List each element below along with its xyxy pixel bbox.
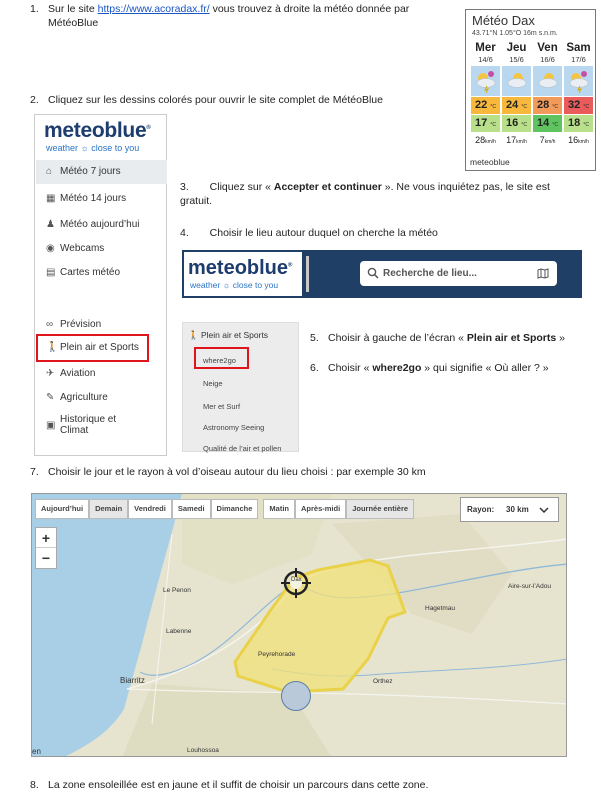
wind-speed: 17km/h [506,135,527,145]
max-temp: 24 °C [502,97,531,114]
forecast-day[interactable] [563,42,594,145]
acoradax-link[interactable]: https://www.acoradax.fr/ [97,3,210,15]
meteoblue-tagline: weather ☼ close to you [190,280,279,290]
step-2: 2. Cliquez sur les dessins colorés pour ouvrir le site complet de MétéoBlue [30,94,383,106]
sidebar-item-label: Historique et Climat [60,414,117,436]
wind-speed: 28km/h [475,135,496,145]
meteoblue-tagline: weather ☼ close to you [46,143,140,153]
step-3: 3. Cliquez sur « Accepter et continuer ». Ne vous inquiétez pas, le site est gratuit. [180,181,550,207]
day-button[interactable]: Demain [89,499,128,519]
wind-speed: 7km/h [539,135,556,145]
menu-item-where2go[interactable]: where2go [203,356,236,365]
min-temp: 18 °C [564,115,593,132]
rayon-select[interactable]: Rayon: 30 km [460,497,559,522]
sun-cloud-icon [502,66,531,96]
sidebar-item-label: Prévision [60,319,102,330]
widget-coords: 43.71°N 1.05°O 16m s.n.m. [472,30,558,37]
plane-icon: ✈ [46,368,55,379]
highlight-where2go [194,347,249,369]
sidebar-item-cartes-m-t-o[interactable] [36,261,167,285]
sidebar-item-label: Agriculture [60,392,108,403]
sidebar-item-label: Météo aujourd’hui [60,219,140,230]
storm-icon [471,66,500,96]
where2go-map[interactable] [31,493,567,757]
day-button[interactable]: Samedi [172,499,211,519]
day-name: Mer [475,42,496,54]
place-label: Biarritz [120,676,145,685]
day-name: Ven [537,42,558,54]
time-button[interactable]: Journée entière [346,499,414,519]
sidebar-item-m-t-o-14-jours[interactable] [36,187,167,211]
sidebar-item-label: Météo 7 jours [60,166,121,177]
menu-item-air-quality[interactable]: Qualité de l’air et pollen [203,444,282,453]
day-date: 15/6 [509,55,524,64]
chevron-down-icon [539,506,549,514]
step-1: 1. Sur le site https://www.acoradax.fr/ vous trouvez à droite la météo donnée par MétéoBlue [30,3,410,29]
place-label: Le Penon [163,587,191,594]
menu-item-neige[interactable]: Neige [203,379,223,388]
place-label: Louhossoa [187,747,219,754]
webcam-icon: ◉ [46,243,55,254]
hiker-icon: 🚶 [188,330,199,340]
scrollbar[interactable] [306,256,309,292]
step-7: 7. Choisir le jour et le rayon à vol d’oiseau autour du lieu choisi : par exemple 30 km [30,466,426,478]
meteo-widget[interactable] [465,9,596,171]
leaf-icon: ✎ [46,392,55,403]
sidebar-item-label: Aviation [60,368,96,379]
zoom-out-button[interactable]: − [41,550,51,566]
map-toolbar [35,499,414,519]
map-icon: ▤ [46,267,56,278]
language-badge: en [32,747,41,756]
day-button[interactable]: Vendredi [128,499,172,519]
wind-speed: 16km/h [568,135,589,145]
step-5: 5. Choisir à gauche de l’écran « Plein air et Sports » [310,332,565,344]
search-input[interactable] [383,263,528,284]
house-icon: ⌂ [46,166,53,177]
day-date: 17/6 [571,55,586,64]
zoom-in-button[interactable]: + [36,528,56,548]
max-temp: 22 °C [471,97,500,114]
time-button[interactable]: Après-midi [295,499,346,519]
sidebar-item-webcams[interactable] [36,237,167,261]
map-icon[interactable] [537,268,549,279]
sidebar-item-m-t-o-7-jours[interactable] [36,160,167,184]
widget-title: Météo Dax [472,13,535,28]
day-date: 14/6 [478,55,493,64]
map-background [32,494,567,757]
plein-air-menu [182,322,299,452]
step-4: 4. Choisir le lieu autour duquel on cherche la météo [180,227,438,239]
archive-icon: ▣ [46,419,56,431]
step-8: 8. La zone ensoleillée est en jaune et il suffit de choisir un parcours dans cette zone. [30,779,429,791]
highlight-plein-air [36,334,149,362]
day-date: 16/6 [540,55,555,64]
max-temp: 28 °C [533,97,562,114]
meteoblue-logo[interactable]: meteoblue® [188,257,293,279]
place-label: Hagetmau [425,605,455,612]
location-search[interactable] [360,261,557,286]
meteoblue-logo[interactable]: meteoblue® [44,119,151,142]
min-temp: 17 °C [471,115,500,132]
forecast-day[interactable] [501,42,532,145]
sidebar-item-label: Plein air et Sports [60,342,139,353]
max-temp: 32 °C [564,97,593,114]
sidebar-item-m-t-o-aujourd-hui[interactable] [36,213,167,237]
crosshair-icon[interactable] [281,568,311,598]
search-icon [367,267,379,279]
person-icon: ♟ [46,219,55,230]
sun-cloud-icon [533,66,562,96]
sidebar-item-agriculture[interactable] [36,386,167,410]
step-6: 6. Choisir « where2go » qui signifie « Où aller ? » [310,362,549,374]
hiker-icon: 🚶 [46,342,59,353]
menu-item-astronomy[interactable]: Astronomy Seeing [203,423,265,432]
menu-header[interactable]: 🚶 Plein air et Sports [188,330,269,340]
forecast-day[interactable] [470,42,501,145]
day-button[interactable]: Dimanche [211,499,259,519]
sidebar-item-label: Cartes météo [60,267,121,278]
forecast-day[interactable] [532,42,563,145]
meteoblue-header [182,250,582,298]
place-label: Labenne [166,628,192,635]
time-button[interactable]: Matin [263,499,295,519]
meteoblue-sidebar [34,114,167,456]
location-circle[interactable] [281,681,311,711]
place-label: Dax [291,577,302,583]
sidebar-item-aviation[interactable] [36,362,167,386]
place-label: Orthez [373,678,393,685]
zoom-control [35,527,57,569]
day-name: Jeu [506,42,527,54]
sidebar-item-label: Webcams [60,243,105,254]
widget-forecast[interactable] [470,42,594,145]
calendar-icon: ▦ [46,193,56,204]
place-label: Peyrehorade [258,651,296,658]
min-temp: 16 °C [502,115,531,132]
min-temp: 14 °C [533,115,562,132]
storm-icon [564,66,593,96]
day-button[interactable]: Aujourd’hui [35,499,89,519]
widget-footer: meteoblue [470,157,510,167]
sidebar-item-historique-et[interactable] [36,410,167,440]
sidebar-item-label: Météo 14 jours [60,193,127,204]
binoculars-icon: ∞ [46,319,54,330]
place-label: Aire-sur-l’Adou [508,583,551,590]
day-name: Sam [566,42,591,54]
menu-item-mer-surf[interactable]: Mer et Surf [203,402,241,411]
